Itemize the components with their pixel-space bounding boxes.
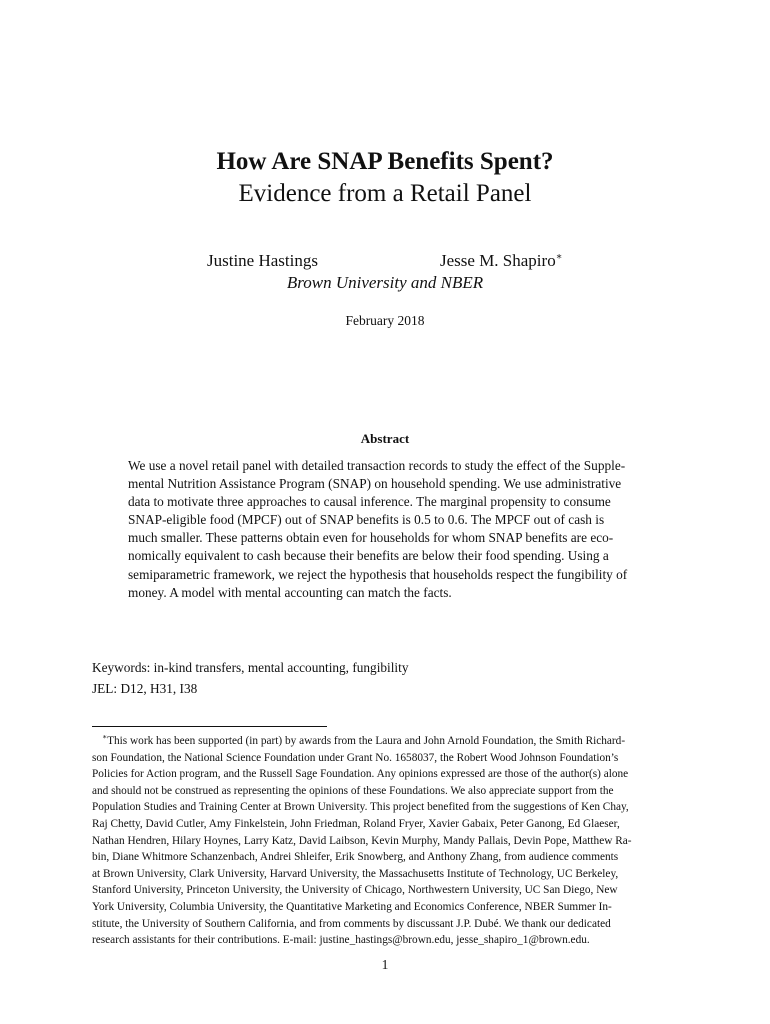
abstract-heading: Abstract [360, 431, 410, 446]
abstract-line: semiparametric framework, we reject the hypothesis that households respect the fungibility of [128, 566, 628, 582]
keywords-line: Keywords: in-kind transfers, mental accounting, fungibility [92, 660, 409, 675]
footnote-text: This work has been supported (in part) by awards from the Laura and John Arnold Foundation, the Smith Richard- [107, 735, 626, 747]
abstract-body [128, 457, 643, 602]
paper-date: February 2018 [345, 313, 425, 328]
footnote-line [92, 733, 680, 750]
abstract-line: data to motivate three approaches to causal inference. The marginal propensity to consume [128, 494, 611, 510]
paper-subtitle: Evidence from a Retail Panel [238, 180, 532, 207]
author-affiliation: Brown University and NBER [286, 273, 484, 292]
author-block [0, 250, 770, 272]
footnote-divider [92, 726, 327, 727]
author-name: Justine Hastings [207, 251, 318, 270]
author-name-text: Jesse M. Shapiro [440, 251, 556, 270]
abstract-line: SNAP-eligible food (MPCF) out of SNAP benefits is 0.5 to 0.6. The MPCF out of cash is [128, 512, 605, 528]
abstract-line: much smaller. These patterns obtain even for households for whom SNAP benefits are eco- [128, 530, 614, 546]
footnote-line: Population Studies and Training Center at Brown University. This project benefited from the suggestions of Ken Chay, [92, 801, 629, 814]
footnote-line: and should not be construed as representing the opinions of these Foundations. We also appreciate support from the [92, 784, 614, 797]
footnote-line: stitute, the University of Southern California, and from comments by discussant J.P. Dubé. We thank our dedicated [92, 917, 611, 930]
author-name [440, 250, 563, 272]
abstract-line: money. A model with mental accounting can match the facts. [128, 584, 452, 600]
footnote-line: son Foundation, the National Science Foundation under Grant No. 1658037, the Robert Wood Johnson Foundation’s [92, 751, 619, 764]
footnote-line: research assistants for their contributions. E-mail: justine_hastings@brown.edu, jesse_shapiro_1@brown.edu. [92, 934, 590, 947]
footnote-line: Stanford University, Princeton University, the University of Chicago, Northwestern University, UC San Diego, New [92, 884, 618, 897]
abstract-line: We use a novel retail panel with detailed transaction records to study the effect of the Supple- [128, 458, 626, 473]
footnote [92, 733, 680, 949]
footnote-marker: ∗ [102, 733, 108, 742]
footnote-line: Policies for Action program, and the Russell Sage Foundation. Any opinions expressed are those of the author(s) alone [92, 768, 629, 781]
footnote-line: York University, Columbia University, the Quantitative Marketing and Economics Conference, NBER Summer In- [92, 900, 612, 913]
paper-title: How Are SNAP Benefits Spent? [216, 148, 554, 175]
footnote-marker: ∗ [555, 251, 563, 263]
abstract-line: nomically equivalent to cash because their benefits are below their food spending. Using a [128, 548, 609, 564]
footnote-line: Nathan Hendren, Hilary Hoynes, Larry Katz, David Laibson, Kevin Murphy, Mandy Pallais, Devin Pope, Matthew Ra- [92, 834, 632, 847]
footnote-line: bin, Diane Whitmore Schanzenbach, Andrei Shleifer, Erik Snowberg, and Anthony Zhang, from audience comments [92, 851, 619, 864]
abstract-line: mental Nutrition Assistance Program (SNAP) on household spending. We use administrative [128, 476, 622, 492]
jel-codes: JEL: D12, H31, I38 [92, 681, 198, 696]
footnote-line: at Brown University, Clark University, Harvard University, the Massachusetts Institute of Technology, UC Berkeley, [92, 867, 619, 880]
page-number: 1 [381, 957, 389, 972]
footnote-line: Raj Chetty, David Cutler, Amy Finkelstein, John Friedman, Roland Fryer, Xavier Gabaix, Peter Ganong, Ed Glaeser, [92, 817, 620, 830]
